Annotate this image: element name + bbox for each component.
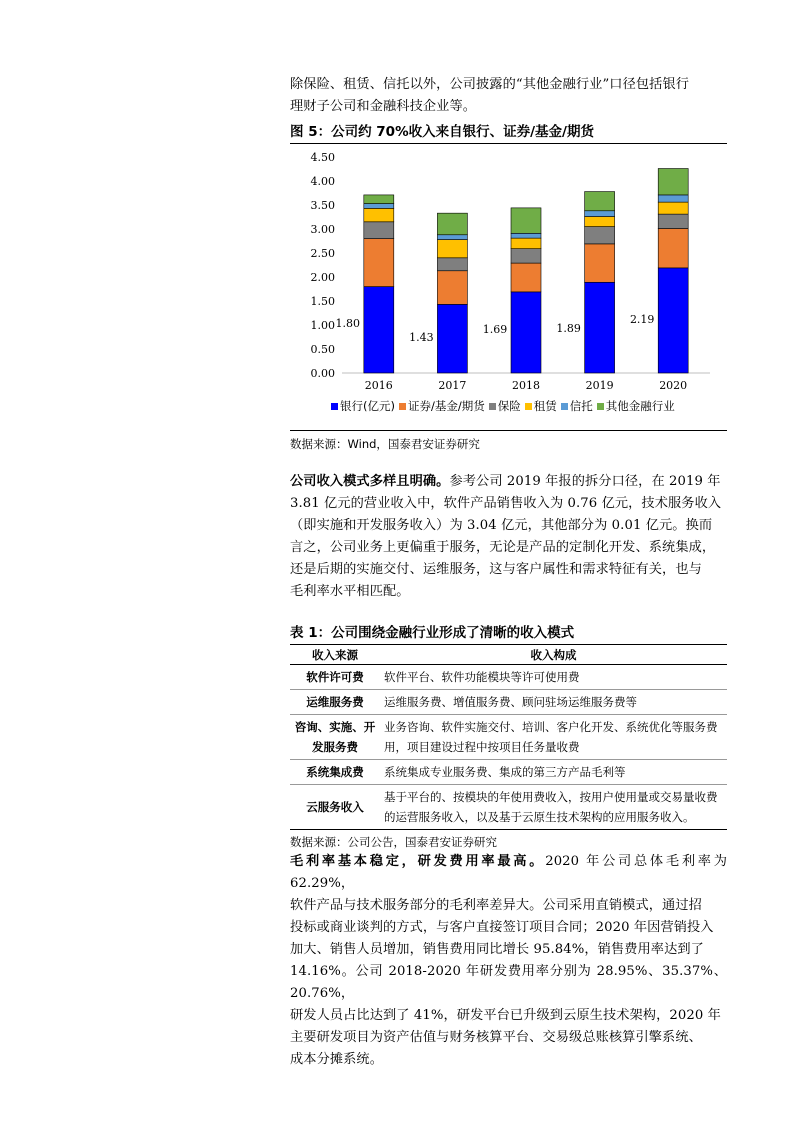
bar-segment	[585, 211, 615, 217]
intro-line-2: 理财子公司和金融科技企业等。	[290, 99, 477, 114]
para2-line-8: 成本分摊系统。	[290, 1052, 384, 1067]
para2-line-6: 研发人员占比达到了 41%，研发平台已升级到云原生技术架构，2020 年	[290, 1008, 721, 1023]
legend-label: 信托	[569, 399, 593, 413]
para1-line-2: 3.81 亿元的营业收入中，软件产品销售收入为 0.76 亿元，技术服务收入	[290, 496, 722, 511]
revenue-table	[290, 644, 727, 830]
bar-segment	[437, 235, 467, 240]
figure-5-title: 图 5：公司约 70%收入来自银行、证券/基金/期货	[290, 124, 594, 140]
table-cell-source: 咨询、实施、开发服务费	[290, 715, 380, 760]
legend-label: 其他金融行业	[605, 399, 675, 413]
legend-label: 保险	[497, 399, 521, 413]
x-tick-label: 2017	[438, 379, 467, 392]
bar-segment	[437, 271, 467, 305]
y-tick-label: 0.00	[310, 367, 335, 380]
bar-segment	[511, 249, 541, 263]
legend-swatch	[331, 403, 338, 410]
x-tick-label: 2019	[585, 379, 614, 392]
table-cell-source: 云服务收入	[290, 785, 380, 830]
bar-data-label: 1.69	[482, 323, 508, 336]
para2-line-1-text: 2020 年公司总体毛利率为 62.29%，	[290, 854, 727, 891]
legend-label: 银行(亿元)	[340, 399, 395, 413]
bar-data-label: 1.80	[335, 317, 361, 330]
para2-line-7: 主要研发项目为资产估值与财务核算平台、交易级总账核算引擎系统、	[290, 1030, 702, 1045]
table-row	[290, 665, 727, 690]
revenue-model-paragraph	[290, 471, 727, 603]
table-cell-source: 软件许可费	[290, 665, 380, 690]
legend-swatch	[399, 403, 406, 410]
intro-line-1: 除保险、租赁、信托以外，公司披露的“其他金融行业”口径包括银行	[290, 77, 690, 92]
figure-5-footer	[290, 430, 727, 452]
figure-5-bottom-rule	[290, 430, 727, 431]
bar-segment	[364, 195, 394, 204]
x-axis-ticks	[365, 379, 687, 392]
para1-line-4: 言之，公司业务上更偏重于服务，无论是产品的定制化开发、系统集成，	[290, 540, 716, 555]
para1-line-1-text: 参考公司 2019 年报的拆分口径，在 2019 年	[449, 474, 721, 489]
bar-segment	[585, 227, 615, 244]
bar-segment	[658, 169, 688, 195]
y-tick-label: 3.00	[310, 223, 335, 236]
table-cell-detail: 业务咨询、软件实施交付、培训、客户化开发、系统优化等服务费用，项目建设过程中按项目任务量收费	[380, 715, 727, 760]
para2-line-2: 软件产品与技术服务部分的毛利率差异大。公司采用直销模式，通过招	[290, 898, 702, 913]
para2-lead: 毛利率基本稳定，研发费用率最高。	[290, 854, 546, 869]
para2-line-4: 加大、销售人员增加，销售费用同比增长 95.84%，销售费用率达到了	[290, 942, 704, 957]
bar-segment	[585, 217, 615, 227]
bar-segment	[658, 229, 688, 268]
bar-segment	[658, 195, 688, 202]
legend-label: 租赁	[533, 399, 557, 413]
para2-line-5: 14.16%。公司 2018-2020 年研发费用率分别为 28.95%、35.37%、20.76%，	[290, 964, 727, 1001]
table-cell-detail: 运维服务费、增值服务费、顾问驻场运维服务费等	[380, 690, 727, 715]
x-tick-label: 2020	[659, 379, 688, 392]
bar-segment	[658, 268, 688, 373]
bar-segment	[511, 208, 541, 233]
table-row	[290, 690, 727, 715]
para1-line-6: 毛利率水平相匹配。	[290, 584, 410, 599]
table-header-source: 收入来源	[290, 645, 380, 665]
y-tick-label: 4.50	[310, 151, 335, 164]
bar-segment	[585, 282, 615, 373]
legend-item-leasing	[525, 398, 557, 414]
bar-segment	[364, 239, 394, 287]
bar-segment	[585, 192, 615, 211]
bar-data-label: 2.19	[629, 313, 655, 326]
y-tick-label: 1.00	[310, 319, 335, 332]
y-tick-label: 4.00	[310, 175, 335, 188]
legend-item-other	[597, 398, 675, 414]
para1-line-5: 还是后期的实施交付、运维服务，这与客户属性和需求特征有关，也与	[290, 562, 702, 577]
bar-segment	[437, 304, 467, 373]
table-header-row	[290, 645, 727, 665]
bar-segment	[511, 263, 541, 292]
legend-item-trust	[561, 398, 593, 414]
bar-segment	[437, 258, 467, 271]
intro-paragraph	[290, 74, 727, 118]
bar-data-label: 1.43	[409, 331, 434, 344]
table-cell-detail: 软件平台、软件功能模块等许可使用费	[380, 665, 727, 690]
table-header-detail: 收入构成	[380, 645, 727, 665]
table-1-source: 数据来源：公司公告，国泰君安证券研究	[290, 835, 497, 849]
bar-segment	[364, 287, 394, 373]
table-cell-source: 系统集成费	[290, 760, 380, 785]
chart-legend	[331, 398, 679, 414]
legend-item-securities	[399, 398, 485, 414]
bar-segment	[364, 208, 394, 221]
legend-item-bank	[331, 398, 395, 414]
y-tick-label: 1.50	[310, 295, 335, 308]
margin-paragraph	[290, 851, 727, 1071]
para2-line-3: 投标或商业谈判的方式，与客户直接签订项目合同；2020 年因营销投入	[290, 920, 714, 935]
bar-segment	[585, 244, 615, 282]
y-tick-label: 3.50	[310, 199, 335, 212]
figure-5-source: 数据来源：Wind，国泰君安证券研究	[290, 437, 480, 451]
table-1-block	[290, 621, 727, 850]
bar-segment	[364, 204, 394, 209]
x-tick-label: 2016	[364, 379, 393, 392]
legend-label: 证券/基金/期货	[407, 399, 485, 413]
bar-segment	[658, 202, 688, 214]
bar-segment	[511, 233, 541, 238]
y-axis-ticks	[311, 151, 336, 380]
table-cell-source: 运维服务费	[290, 690, 380, 715]
table-cell-detail: 基于平台的、按模块的年使用费收入，按用户使用量或交易量收费的运营服务收入，以及基于云原生技术架构的应用服务收入。	[380, 785, 727, 830]
bar-segment	[511, 292, 541, 373]
table-cell-detail: 系统集成专业服务费、集成的第三方产品毛利等	[380, 760, 727, 785]
table-1-title: 表 1：公司围绕金融行业形成了清晰的收入模式	[290, 625, 575, 641]
legend-swatch	[561, 403, 568, 410]
para1-line-3: （即实施和开发服务收入）为 3.04 亿元，其他部分为 0.01 亿元。换而	[290, 518, 713, 533]
bar-segment	[658, 214, 688, 228]
bar-data-label: 1.89	[556, 322, 581, 335]
figure-5-header	[290, 120, 727, 144]
bar-segment	[437, 240, 467, 258]
y-tick-label: 2.50	[310, 247, 335, 260]
figure-5-rule	[290, 143, 727, 144]
legend-item-insurance	[489, 398, 521, 414]
x-tick-label: 2018	[512, 379, 540, 392]
para1-line-1	[290, 471, 727, 493]
bar-segment	[437, 213, 467, 235]
stacked-bar-chart	[290, 145, 727, 395]
legend-swatch	[597, 403, 604, 410]
table-row	[290, 760, 727, 785]
table-row	[290, 785, 727, 830]
y-tick-label: 0.50	[310, 343, 335, 356]
bar-segment	[511, 238, 541, 249]
table-row	[290, 715, 727, 760]
bar-segment	[364, 222, 394, 239]
legend-swatch	[489, 403, 496, 410]
para2-line-1	[290, 851, 727, 895]
y-tick-label: 2.00	[310, 271, 335, 284]
legend-swatch	[525, 403, 532, 410]
para1-lead: 公司收入模式多样且明确。	[290, 474, 450, 489]
